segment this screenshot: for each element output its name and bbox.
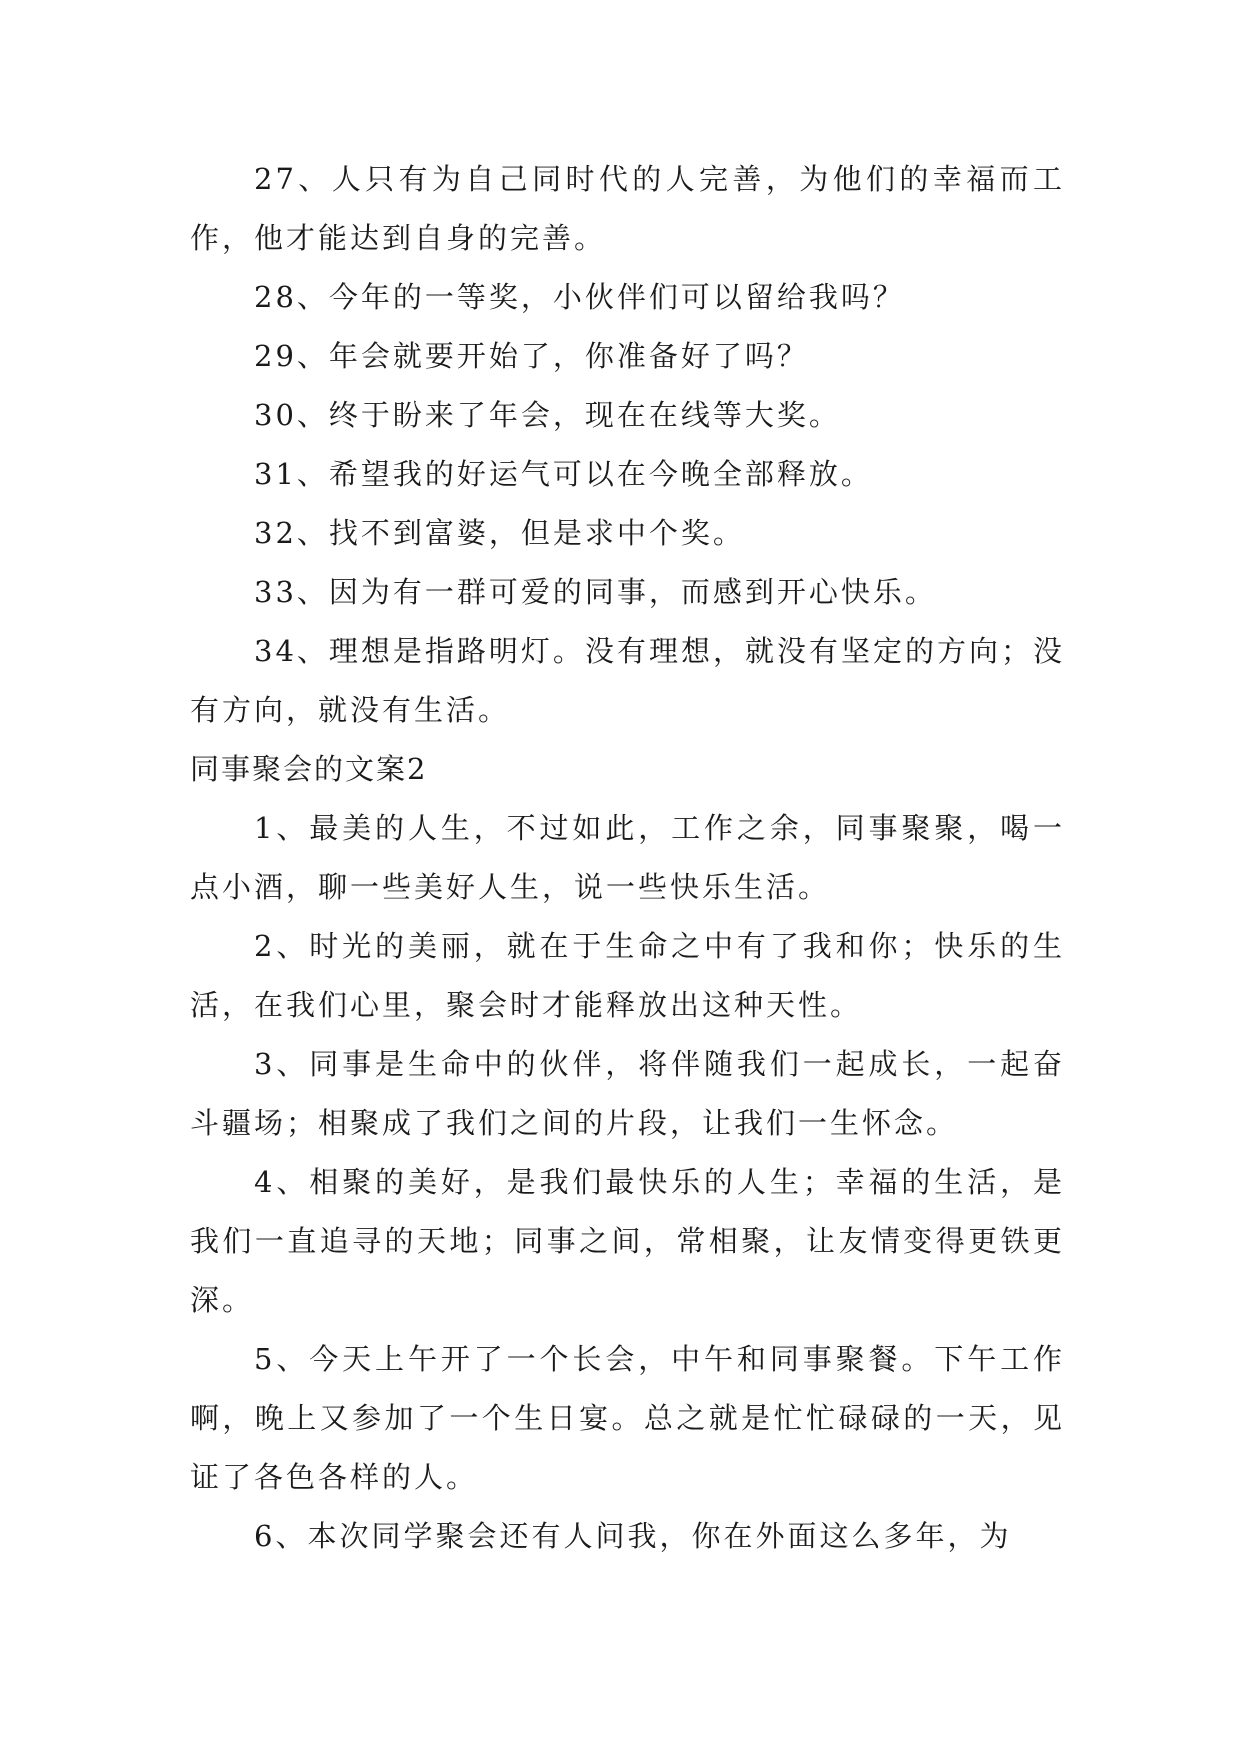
list-item-6: 6、本次同学聚会还有人问我，你在外面这么多年，为	[254, 1519, 1012, 1553]
list-item-4: 4、相聚的美好，是我们最快乐的人生；幸福的生活，是我们一直追寻的天地；同事之间，常相聚，让友情变得更铁更深。	[190, 1165, 1065, 1317]
list-item-31: 31、希望我的好运气可以在今晚全部释放。	[254, 457, 873, 491]
list-item-30: 30、终于盼来了年会，现在在线等大奖。	[254, 398, 841, 432]
section-heading: 同事聚会的文案2	[190, 752, 428, 786]
list-item-1: 1、最美的人生，不过如此，工作之余，同事聚聚，喝一点小酒，聊一些美好人生，说一些快乐生活。	[190, 811, 1065, 904]
list-item-28: 28、今年的一等奖，小伙伴们可以留给我吗？	[254, 280, 905, 314]
list-item-5: 5、今天上午开了一个长会，中午和同事聚餐。下午工作啊，晚上又参加了一个生日宴。总之就是忙忙碌碌的一天，见证了各色各样的人。	[190, 1342, 1065, 1494]
list-item-3: 3、同事是生命中的伙伴，将伴随我们一起成长，一起奋斗疆场；相聚成了我们之间的片段，让我们一生怀念。	[190, 1047, 1065, 1140]
list-item-2: 2、时光的美丽，就在于生命之中有了我和你；快乐的生活，在我们心里，聚会时才能释放出这种天性。	[190, 929, 1065, 1022]
list-item-33: 33、因为有一群可爱的同事，而感到开心快乐。	[254, 575, 937, 609]
list-item-34: 34、理想是指路明灯。没有理想，就没有坚定的方向；没有方向，就没有生活。	[190, 634, 1065, 727]
list-item-29: 29、年会就要开始了，你准备好了吗？	[254, 339, 809, 373]
list-item-32: 32、找不到富婆，但是求中个奖。	[254, 516, 745, 550]
list-item-27: 27、人只有为自己同时代的人完善，为他们的幸福而工作，他才能达到自身的完善。	[190, 162, 1065, 255]
document-page	[190, 150, 1065, 1566]
